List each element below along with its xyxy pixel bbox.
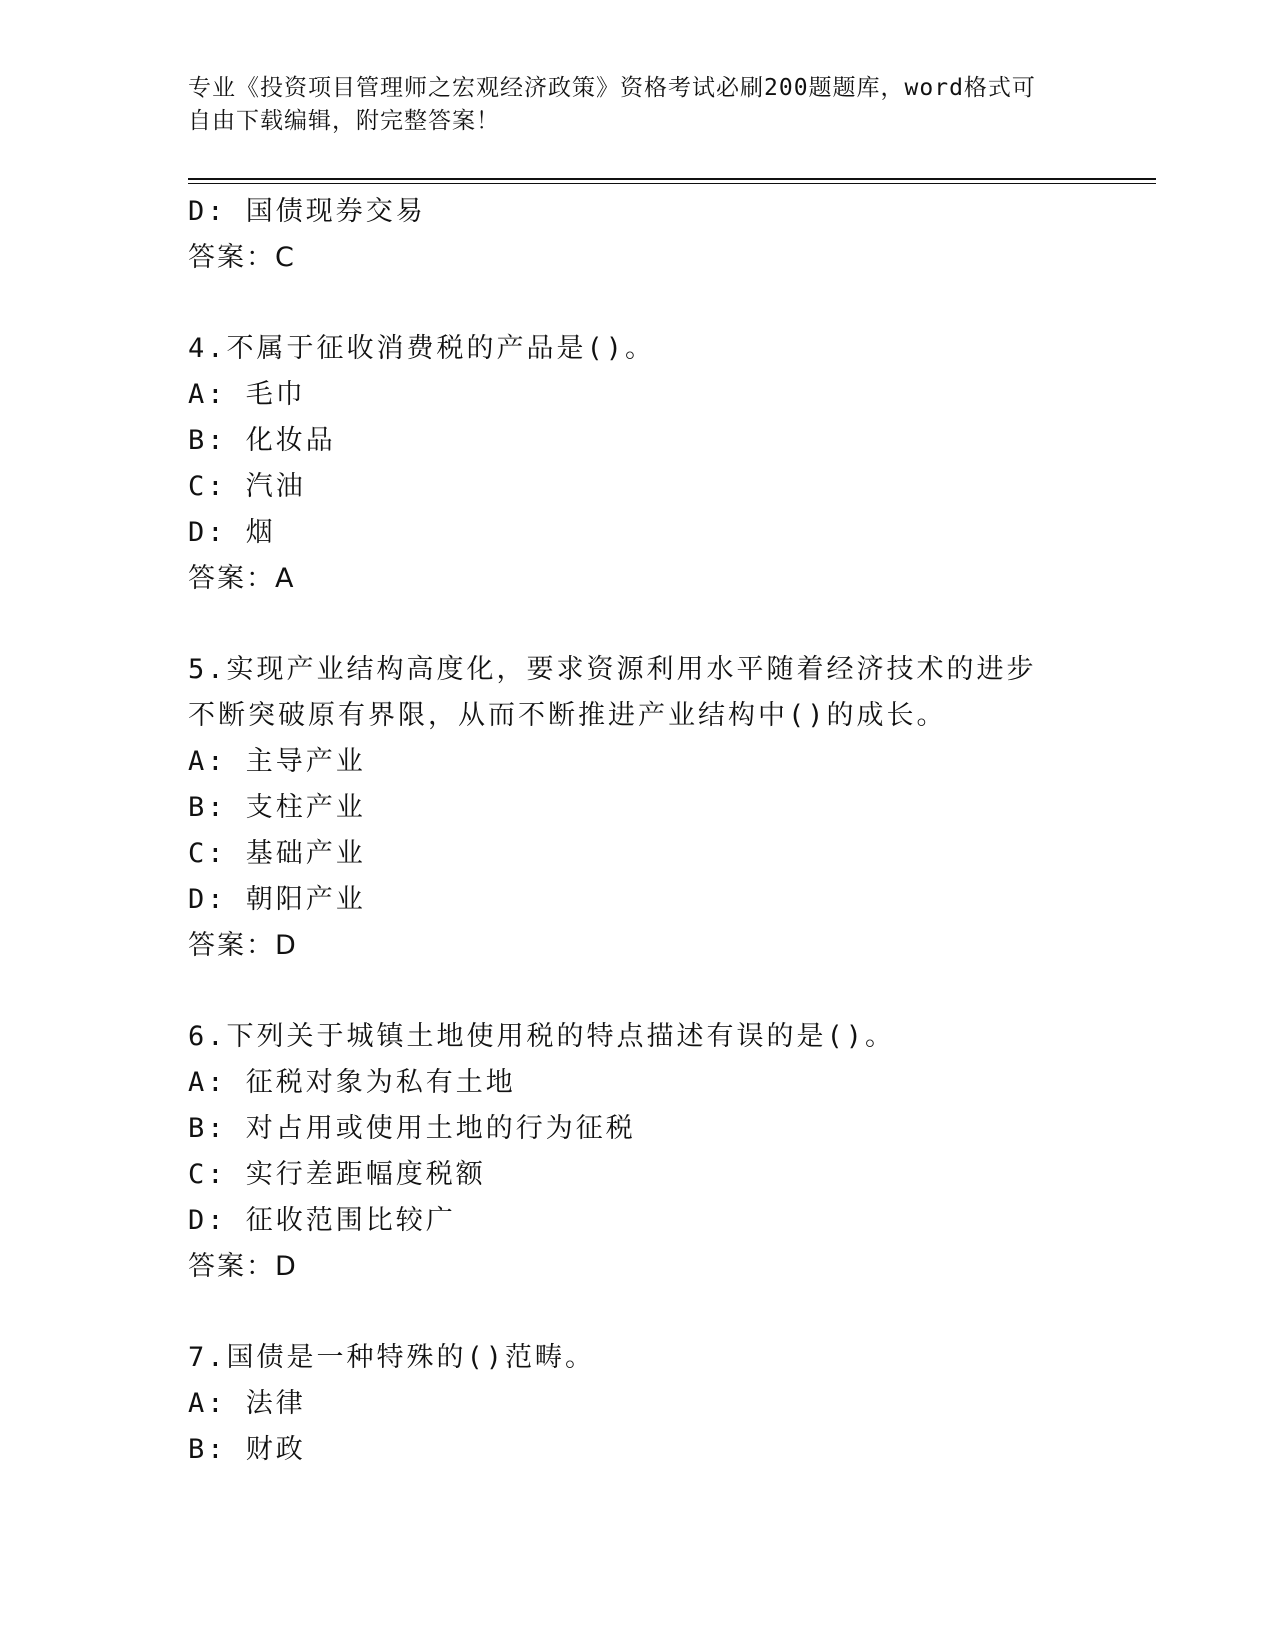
option-b: B: 支柱产业 [188,792,366,823]
question-block-4 [188,326,1088,602]
answer-line: 答案：D [188,1251,298,1282]
question-text: 7.国债是一种特殊的()范畴。 [188,1342,596,1373]
option-a: A: 毛巾 [188,379,306,410]
option-d: D: 征收范围比较广 [188,1205,456,1236]
option-a: A: 主导产业 [188,746,366,777]
option-d: D: 国债现券交易 [188,196,426,227]
option-c: C: 实行差距幅度税额 [188,1159,486,1190]
question-block-6 [188,1014,1088,1290]
question-block-5 [188,647,1088,969]
option-d: D: 烟 [188,517,276,548]
answer-line: 答案：D [188,930,298,961]
header-text: 专业《投资项目管理师之宏观经济政策》资格考试必刷200题题库，word格式可 自由下载编辑，附完整答案！ [188,75,1036,134]
option-d: D: 朝阳产业 [188,884,366,915]
option-b: B: 对占用或使用土地的行为征税 [188,1113,636,1144]
option-b: B: 财政 [188,1434,306,1465]
option-c: C: 汽油 [188,471,306,502]
question-text: 5.实现产业结构高度化，要求资源利用水平随着经济技术的进步不断突破原有界限，从而不断推进产业结构中()的成长。 [188,654,1037,731]
answer-line: 答案：A [188,563,296,594]
option-b: B: 化妆品 [188,425,336,456]
answer-line: 答案：C [188,242,296,273]
question-list [188,189,1088,1473]
option-a: A: 法律 [188,1388,306,1419]
question-block-7 [188,1335,1088,1473]
document-header [188,72,1088,138]
option-c: C: 基础产业 [188,838,366,869]
header-divider-thin [188,183,1156,184]
header-divider-thick [188,178,1156,180]
question-text: 6.下列关于城镇土地使用税的特点描述有误的是()。 [188,1021,896,1052]
option-a: A: 征税对象为私有土地 [188,1067,516,1098]
question-text: 4.不属于征收消费税的产品是()。 [188,333,656,364]
